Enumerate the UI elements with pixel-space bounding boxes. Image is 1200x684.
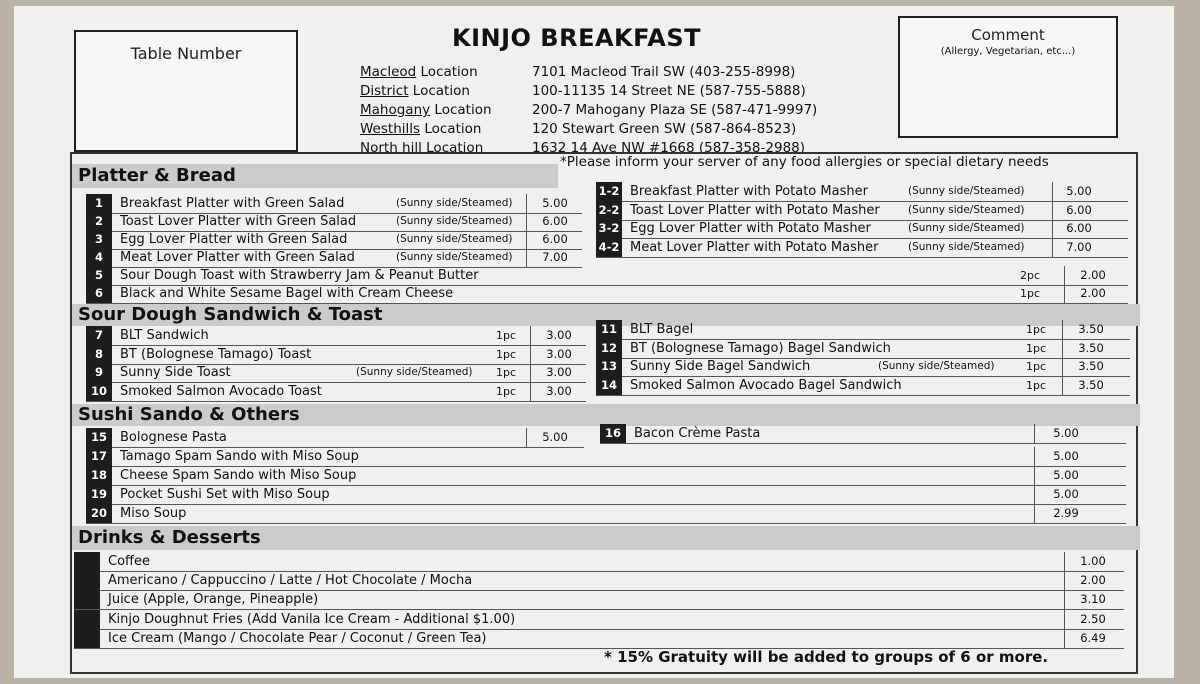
- location-address: 200-7 Mahogany Plaza SE (587-471-9997): [532, 102, 818, 118]
- item-option: (Sunny side/Steamed): [908, 222, 1025, 234]
- location-name-text: District: [360, 83, 409, 99]
- menu-item-row: [74, 552, 1124, 572]
- item-option: (Sunny side/Steamed): [908, 240, 1025, 253]
- menu-item-row: [596, 320, 1130, 340]
- item-price: 3.00: [530, 345, 587, 364]
- location-name: [360, 83, 470, 99]
- menu-item-row: [596, 201, 1128, 221]
- item-number: 17: [86, 447, 112, 466]
- item-name: Juice (Apple, Orange, Pineapple): [108, 592, 319, 608]
- item-number: 4-2: [596, 238, 622, 257]
- item-name: Cheese Spam Sando with Miso Soup: [120, 468, 357, 483]
- item-name: Smoked Salmon Avocado Bagel Sandwich: [630, 377, 902, 393]
- item-price: 5.00: [1052, 182, 1105, 201]
- menu-item-row: [74, 590, 1124, 610]
- location-address: 100-11135 14 Street NE (587-755-5888): [532, 83, 806, 99]
- item-name: BT (Bolognese Tamago) Toast: [120, 346, 312, 362]
- item-name: Meat Lover Platter with Green Salad: [120, 250, 355, 265]
- item-price: 3.00: [530, 326, 587, 345]
- comment-hint: (Allergy, Vegetarian, etc...): [940, 46, 1076, 57]
- location-name: [360, 121, 481, 137]
- item-number: 6: [86, 284, 112, 303]
- item-option: (Sunny side/Steamed): [396, 197, 513, 209]
- item-price: 5.00: [1034, 485, 1097, 504]
- location-suffix: Location: [430, 102, 492, 118]
- item-name: Toast Lover Platter with Green Salad: [120, 214, 357, 229]
- item-number: 16: [600, 424, 626, 443]
- item-option: (Sunny side/Steamed): [908, 185, 1025, 197]
- item-quantity: 1pc: [1026, 378, 1047, 392]
- item-option: (Sunny side/Steamed): [356, 366, 473, 378]
- item-name: Breakfast Platter with Potato Masher: [630, 184, 868, 199]
- item-name: BT (Bolognese Tamago) Bagel Sandwich: [630, 340, 891, 356]
- menu-item-row: [596, 238, 1128, 258]
- location-row: [360, 121, 840, 140]
- location-name: [360, 64, 478, 80]
- location-suffix: Location: [420, 121, 482, 137]
- menu-item-row: [86, 428, 584, 448]
- item-quantity: 1pc: [1026, 323, 1047, 336]
- menu-item-row: [86, 266, 1128, 286]
- item-price: 3.50: [1062, 320, 1119, 339]
- item-number: 19: [86, 485, 112, 504]
- item-number: 20: [86, 504, 112, 523]
- item-price: 6.00: [526, 230, 583, 249]
- menu-item-row: [86, 284, 1128, 304]
- item-price: 1.00: [1064, 552, 1121, 571]
- section-sushi-others: Sushi Sando & Others: [72, 404, 1140, 426]
- menu-item-row: [86, 363, 586, 383]
- item-number: 1: [86, 194, 112, 213]
- item-price: 3.50: [1062, 357, 1119, 376]
- item-number: 3-2: [596, 219, 622, 238]
- item-price: 5.00: [1034, 447, 1097, 466]
- location-suffix: Location: [421, 140, 484, 156]
- item-number: 2: [86, 212, 112, 231]
- menu-item-row: [86, 466, 1126, 486]
- table-number-label: Table Number: [130, 44, 242, 63]
- item-price: 3.00: [530, 363, 587, 382]
- menu-item-row: [86, 248, 582, 268]
- item-number: 1-2: [596, 182, 622, 201]
- item-option: (Sunny side/Steamed): [908, 203, 1025, 216]
- comment-box[interactable]: [898, 16, 1118, 138]
- location-name: [360, 102, 492, 118]
- item-name: BLT Sandwich: [120, 328, 209, 343]
- allergy-note: *Please inform your server of any food allergies or special dietary needs: [560, 154, 1049, 170]
- item-name: Kinjo Doughnut Fries (Add Vanila Ice Cream - Additional $1.00): [108, 611, 516, 627]
- item-number: 13: [596, 357, 622, 376]
- item-quantity: 1pc: [1020, 287, 1041, 300]
- gratuity-note: * 15% Gratuity will be added to groups of 6 or more.: [604, 648, 1049, 666]
- item-number: 18: [86, 466, 112, 485]
- item-price: 5.00: [1034, 466, 1097, 485]
- item-name: Breakfast Platter with Green Salad: [120, 196, 345, 211]
- item-name: Meat Lover Platter with Potato Masher: [630, 239, 879, 255]
- item-number: 8: [86, 345, 112, 364]
- location-suffix: Location: [408, 83, 470, 99]
- menu-item-row: [74, 571, 1124, 591]
- section-drinks-desserts: Drinks & Desserts: [72, 526, 1140, 550]
- item-number: 3: [86, 230, 112, 249]
- item-price: 3.10: [1064, 590, 1121, 609]
- item-number: 7: [86, 326, 112, 345]
- menu-item-row: [596, 339, 1130, 359]
- item-number: 9: [86, 363, 112, 382]
- item-quantity: 1pc: [1026, 341, 1047, 355]
- location-name-text: Macleod: [360, 64, 417, 80]
- location-name-text: Westhills: [360, 121, 421, 137]
- item-marker: [74, 571, 100, 590]
- item-number: 14: [596, 376, 622, 395]
- location-address: 120 Stewart Green SW (587-864-8523): [532, 121, 797, 137]
- menu-item-row: [86, 485, 1126, 505]
- item-option: (Sunny side/Steamed): [396, 215, 513, 227]
- item-name: Sour Dough Toast with Strawberry Jam & Peanut Butter: [120, 268, 479, 283]
- item-option: (Sunny side/Steamed): [878, 360, 995, 372]
- item-quantity: 1pc: [496, 366, 517, 379]
- item-quantity: 2pc: [1020, 269, 1041, 282]
- comment-label: Comment: [971, 26, 1045, 44]
- item-price: 6.00: [1052, 201, 1105, 220]
- item-name: Bolognese Pasta: [120, 430, 227, 445]
- item-number: 12: [596, 339, 622, 358]
- location-row: [360, 64, 840, 83]
- item-number: 11: [596, 320, 622, 339]
- menu-item-row: [86, 504, 1126, 524]
- item-price: 2.00: [1064, 266, 1121, 285]
- item-name: Bacon Crème Pasta: [634, 426, 761, 441]
- menu-item-row: [596, 357, 1130, 377]
- section-platter-bread: Platter & Bread: [72, 164, 558, 188]
- item-price: 6.00: [1052, 219, 1105, 238]
- item-number: 15: [86, 428, 112, 447]
- item-quantity: 1pc: [496, 329, 517, 342]
- item-name: Toast Lover Platter with Potato Masher: [630, 202, 880, 218]
- item-price: 7.00: [1052, 238, 1105, 257]
- menu-item-row: [74, 610, 1124, 630]
- item-price: 3.50: [1062, 339, 1119, 358]
- item-price: 2.99: [1034, 504, 1097, 523]
- restaurant-title: KINJO BREAKFAST: [452, 24, 702, 52]
- item-marker: [74, 629, 100, 648]
- menu-item-row: [86, 194, 582, 214]
- item-name: Sunny Side Toast: [120, 365, 231, 380]
- item-marker: [74, 610, 100, 629]
- location-suffix: Location: [416, 64, 478, 80]
- location-name-text: North hill: [360, 140, 422, 156]
- item-name: Smoked Salmon Avocado Toast: [120, 383, 322, 399]
- item-name: Ice Cream (Mango / Chocolate Pear / Coconut / Green Tea): [108, 630, 487, 646]
- menu-item-row: [74, 629, 1124, 649]
- item-name: Pocket Sushi Set with Miso Soup: [120, 487, 330, 502]
- item-quantity: 1pc: [496, 347, 517, 361]
- item-quantity: 1pc: [1026, 360, 1047, 373]
- menu-item-row: [600, 424, 1126, 444]
- item-name: Americano / Cappuccino / Latte / Hot Chocolate / Mocha: [108, 573, 473, 589]
- item-marker: [74, 552, 100, 571]
- location-row: [360, 102, 840, 121]
- menu-item-row: [86, 212, 582, 232]
- item-number: 5: [86, 266, 112, 285]
- item-name: Tamago Spam Sando with Miso Soup: [120, 449, 359, 464]
- item-price: 2.50: [1064, 610, 1121, 629]
- item-name: BLT Bagel: [630, 322, 694, 337]
- menu-item-row: [86, 345, 586, 365]
- menu-item-row: [86, 326, 586, 346]
- item-name: Black and White Sesame Bagel with Cream Cheese: [120, 286, 454, 301]
- item-name: Coffee: [108, 554, 150, 569]
- item-option: (Sunny side/Steamed): [396, 233, 513, 245]
- item-marker: [74, 590, 100, 609]
- item-name: Miso Soup: [120, 506, 187, 521]
- item-price: 3.50: [1062, 376, 1119, 395]
- menu-item-row: [86, 382, 586, 402]
- item-name: Egg Lover Platter with Green Salad: [120, 232, 348, 247]
- item-price: 3.00: [530, 382, 587, 401]
- section-sourdough: Sour Dough Sandwich & Toast: [72, 304, 1140, 326]
- item-price: 2.00: [1064, 571, 1121, 590]
- item-number: 10: [86, 382, 112, 401]
- item-price: 6.49: [1064, 629, 1121, 648]
- table-number-box[interactable]: [74, 30, 298, 152]
- menu-item-row: [86, 447, 1126, 467]
- item-price: 5.00: [1034, 424, 1097, 443]
- menu-item-row: [596, 182, 1128, 202]
- location-row: [360, 83, 840, 102]
- item-price: 7.00: [526, 248, 583, 267]
- item-option: (Sunny side/Steamed): [396, 251, 513, 263]
- location-address: 1632 14 Ave NW #1668 (587-358-2988): [532, 140, 806, 156]
- location-address: 7101 Macleod Trail SW (403-255-8998): [532, 64, 796, 80]
- item-name: Egg Lover Platter with Potato Masher: [630, 221, 871, 236]
- item-price: 6.00: [526, 212, 583, 231]
- location-name-text: Mahogany: [360, 102, 431, 118]
- item-quantity: 1pc: [496, 384, 517, 398]
- item-price: 5.00: [526, 194, 583, 213]
- item-price: 5.00: [526, 428, 583, 447]
- item-number: 2-2: [596, 201, 622, 220]
- menu-item-row: [596, 376, 1130, 396]
- item-price: 2.00: [1064, 284, 1121, 303]
- item-name: Sunny Side Bagel Sandwich: [630, 359, 811, 374]
- menu-item-row: [596, 219, 1128, 239]
- item-number: 4: [86, 248, 112, 267]
- menu-item-row: [86, 230, 582, 250]
